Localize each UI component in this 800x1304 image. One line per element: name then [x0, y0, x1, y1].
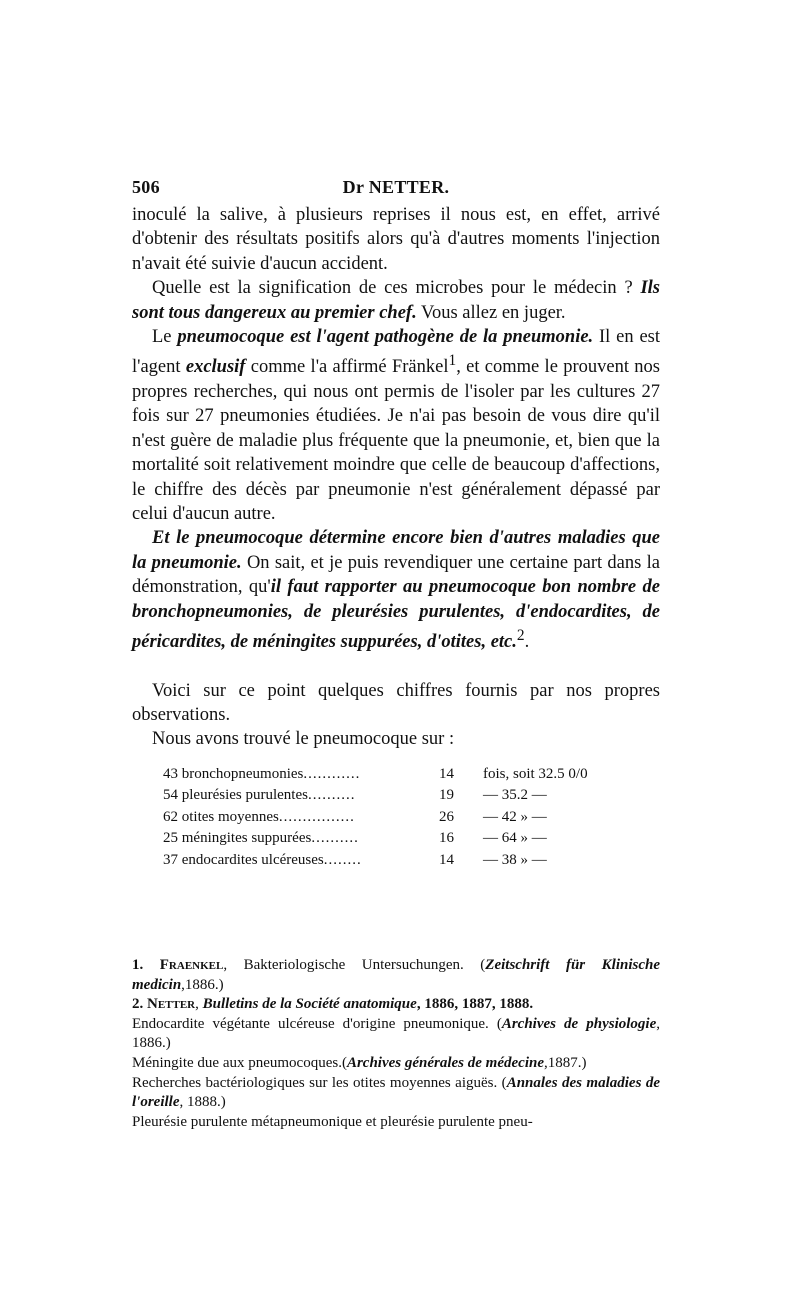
text-span: , 1886.) — [132, 1015, 660, 1052]
text-span: Il en est l'agent — [132, 327, 661, 378]
label-text: 37 endocardites ulcéreuses — [163, 851, 324, 868]
italic-span: Archives générales de médecine — [346, 1054, 544, 1071]
text-span: . — [524, 632, 530, 653]
italic-span: Annales des maladies de l'oreille — [132, 1074, 660, 1111]
text-span: , 1886, 1887, 1888. — [416, 996, 534, 1013]
spacer — [132, 655, 660, 679]
row-count: 16 — [439, 830, 454, 847]
paragraph-3 — [132, 325, 660, 526]
table-row — [163, 807, 599, 829]
text-span: Le — [152, 327, 178, 348]
paragraph-6: Nous avons trouvé le pneumocoque sur : — [152, 729, 455, 750]
text-span: , — [195, 996, 203, 1013]
main-text — [132, 203, 660, 871]
text-span: ,1886.) — [181, 976, 224, 993]
footnote-2-item — [132, 1015, 660, 1054]
footnote-ref: 2 — [516, 627, 525, 645]
running-header — [132, 177, 660, 199]
footnote-2-item: Pleurésie purulente métapneumonique et pleurésie purulente pneu- — [132, 1113, 533, 1130]
italic-span: Et le pneumocoque détermine encore bien d'autres maladies que la pneumonie. — [132, 528, 660, 573]
footnote-2-item — [132, 1074, 660, 1113]
footnote-number: 2. — [132, 996, 147, 1013]
italic-span: Ils sont tous dangereux au premier chef. — [132, 278, 660, 323]
leader-dots: ............ — [303, 765, 361, 782]
label-text: 25 méningites suppurées — [163, 830, 312, 847]
footnote-1 — [132, 956, 660, 995]
leader-dots: ........ — [323, 851, 362, 868]
row-count: 14 — [439, 765, 454, 782]
row-label — [163, 828, 439, 850]
italic-span: pneumocoque est l'agent pathogène de la pneumonie. — [177, 327, 594, 348]
text-span: On sait, et je puis revendiquer une certaine part dans la démonstration, qu' — [132, 552, 660, 598]
paragraph-1: inoculé la salive, à plusieurs reprises il nous est, en effet, arrivé d'obtenir des résultats positifs alors qu'à d'autres moments l'injection n'avait été suivie d'aucun accident. — [132, 205, 660, 274]
table-row — [163, 764, 599, 786]
text-span: Vous allez en juger. — [416, 302, 566, 323]
text-span: ,1887.) — [544, 1054, 587, 1071]
row-label — [163, 807, 439, 829]
text-span: Recherches bactériologiques sur les otites moyennes aiguës. ( — [132, 1074, 507, 1091]
text-span: Méningite due aux pneumocoques.( — [132, 1054, 347, 1071]
italic-span: exclusif — [185, 357, 246, 378]
row-rate: fois, soit 32.5 0/0 — [483, 765, 588, 782]
paragraph-4 — [132, 526, 660, 654]
footnote-number: 1. — [132, 957, 160, 973]
label-text: 62 otites moyennes — [163, 808, 279, 825]
row-rate: — 42 » — — [483, 808, 547, 825]
italic-span: Zeitschrift für Klinische medicin — [132, 957, 660, 993]
row-rate: — 64 » — — [483, 830, 547, 847]
author-name: Fraenkel — [159, 957, 224, 973]
author-name: Netter — [147, 996, 196, 1013]
statistics-table — [163, 764, 599, 872]
paragraph-2 — [132, 276, 660, 325]
table-row — [163, 785, 599, 807]
text-span: , 1888.) — [179, 1094, 226, 1111]
row-label — [163, 785, 439, 807]
table-row — [163, 850, 599, 872]
paragraph-5: Voici sur ce point quelques chiffres fournis par nos propres observations. — [132, 680, 660, 726]
row-count: 19 — [439, 787, 454, 804]
text-span: , Bakteriologische Untersuchungen. ( — [223, 957, 486, 973]
row-label — [163, 850, 439, 872]
page-number: 506 — [132, 177, 160, 197]
text-span: Quelle est la signification de ces microbes pour le médecin ? — [152, 278, 641, 299]
leader-dots: .......... — [307, 787, 356, 804]
italic-span: Bulletins de la Société anatomique — [202, 996, 417, 1013]
row-rate: — 38 » — — [483, 851, 547, 868]
table-row — [163, 828, 599, 850]
italic-span: Archives de physiologie — [501, 1015, 657, 1032]
leader-dots: .......... — [311, 830, 359, 847]
running-author: Dr NETTER. — [342, 177, 450, 197]
footnote-ref: 1 — [448, 352, 457, 370]
italic-span: il faut rapporter au pneumocoque bon nombre de bronchopneumonies, de pleurésies purulentes, d'endocardites, de péricardites, de méningites suppurées, d'otites, etc. — [132, 577, 660, 653]
row-count: 14 — [439, 851, 454, 868]
text-span: Endocardite végétante ulcéreuse d'origine pneumonique. ( — [132, 1015, 502, 1032]
footnote-2 — [132, 995, 660, 1015]
row-count: 26 — [439, 808, 454, 825]
row-rate: — 35.2 — — [483, 787, 547, 804]
label-text: 54 pleurésies purulentes — [163, 787, 308, 804]
row-label — [163, 764, 439, 786]
text-span: comme l'a affirmé Fränkel — [245, 357, 449, 378]
footnotes — [132, 956, 660, 1132]
footnote-2-item — [132, 1054, 660, 1074]
leader-dots: ................ — [278, 808, 355, 825]
label-text: 43 bronchopneumonies — [163, 765, 304, 782]
text-span: , et comme le prouvent nos propres recherches, qui nous ont permis de l'isoler par les cultures 27 fois sur 27 pneumonies étudiées. Je n'ai pas besoin de vous dire qu'il n'est guère de maladie plus fréquente que la pneumonie, et, bien que la mortalité soit relativement moindre que celle de beaucoup d'affections, le chiffre des décès par pneumonie n'est généralement dépassé par celui d'aucun autre. — [132, 357, 660, 525]
